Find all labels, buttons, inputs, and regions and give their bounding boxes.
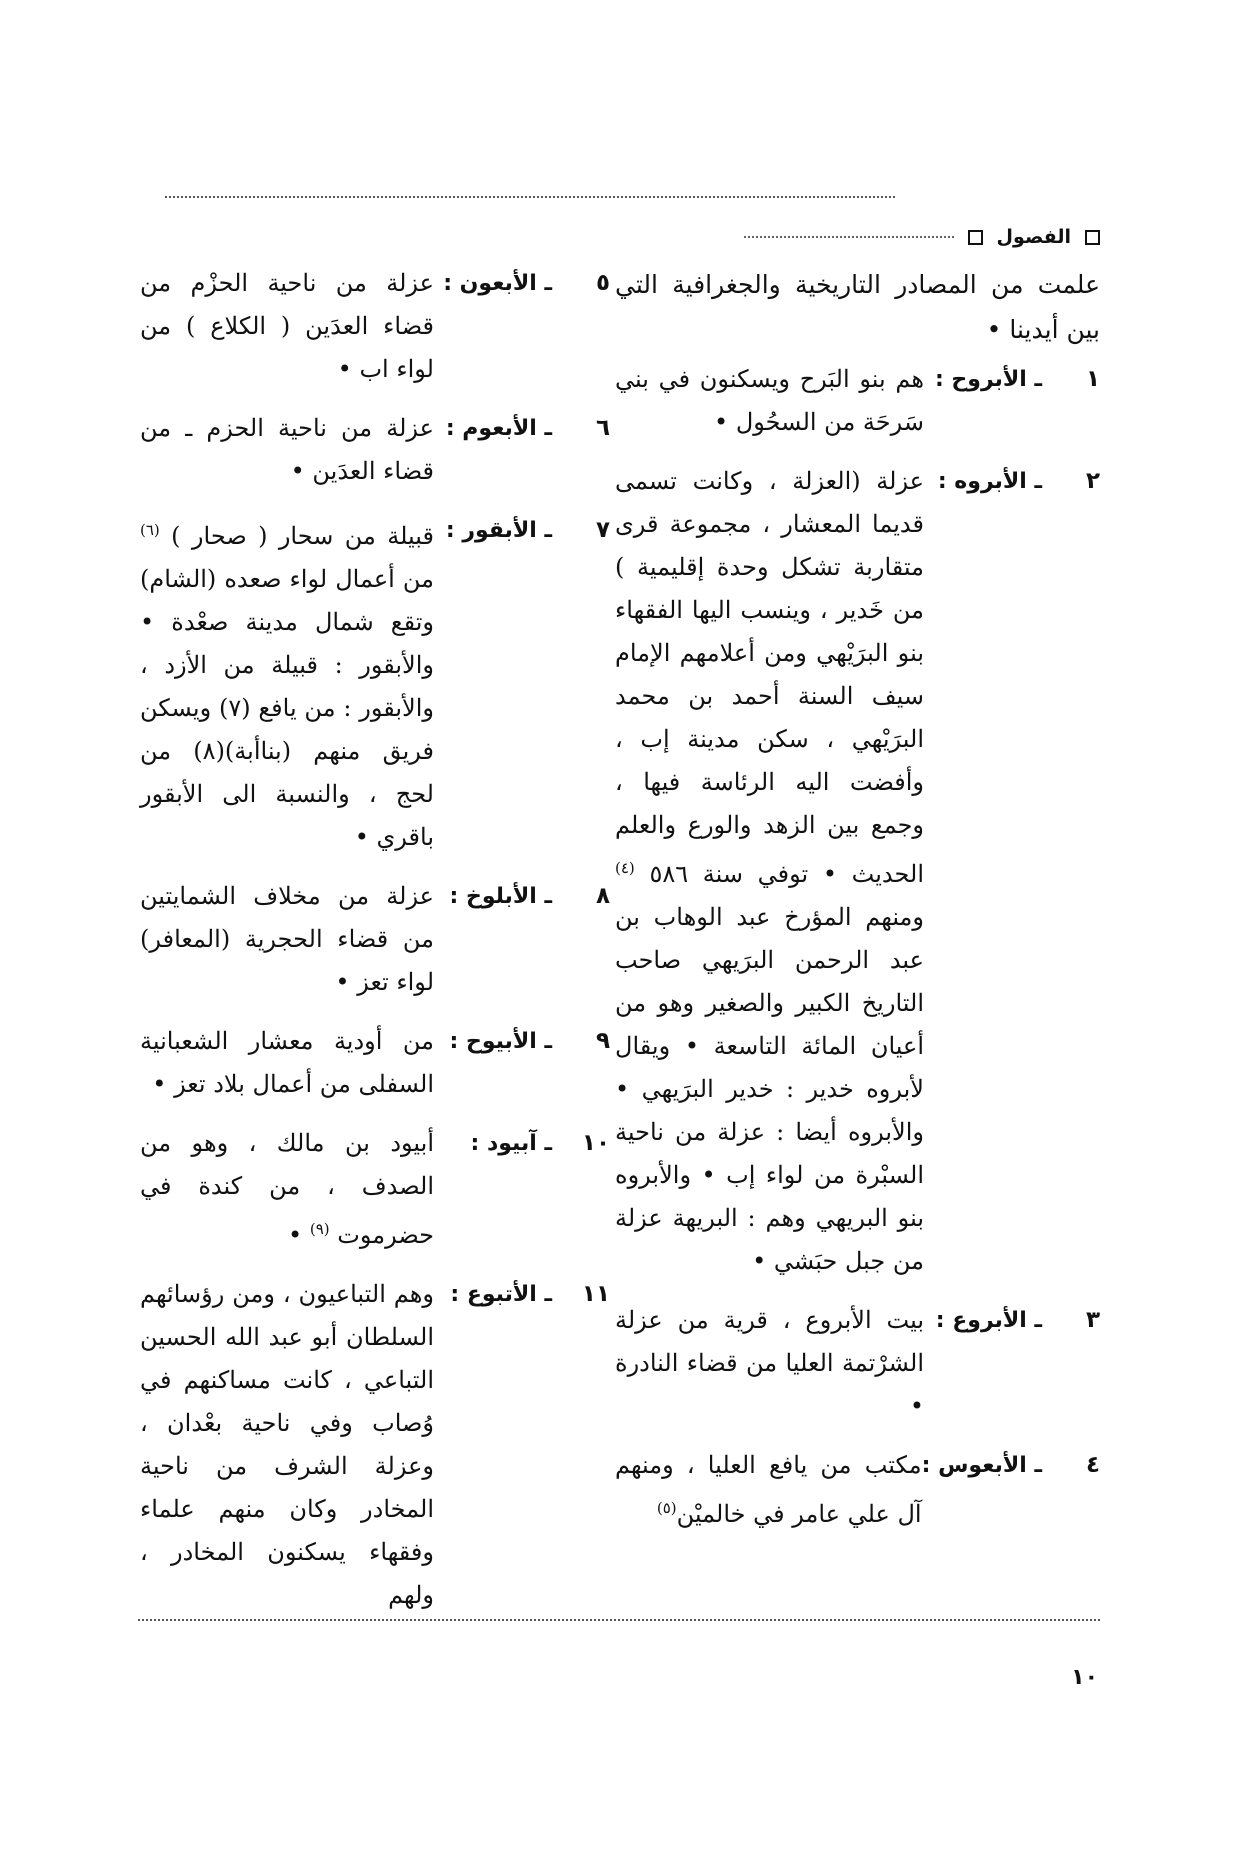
- entry-text: عزلة من ناحية الحزم ـ من قضاء العدَين •: [140, 414, 434, 485]
- running-head: [744, 226, 1100, 248]
- header-dotted-line: [744, 236, 954, 238]
- entry: [140, 1273, 610, 1617]
- entry-text: وهم التباعيون ، ومن رؤسائهم السلطان أبو عبد الله الحسين التباعي ، كانت مساكنهم في وُصاب وفي ناحية بعْدان ، وعزلة الشرف من ناحية المخادر وكان منهم علماء وفقهاء يسكنون المخادر ، ولهم: [140, 1280, 434, 1609]
- entry-number: ٢: [1085, 468, 1100, 494]
- entry-text: [140, 509, 434, 859]
- entry-text: [615, 460, 924, 1283]
- footnote-ref: (٤): [615, 859, 635, 877]
- entry: [140, 875, 610, 1004]
- entry-number: ١١: [581, 1281, 610, 1307]
- entry: [140, 262, 610, 391]
- entry: [615, 1444, 1100, 1536]
- entry-number: ١: [1085, 366, 1100, 392]
- entry-headword: ـ الأبعوم :: [445, 416, 552, 441]
- bottom-divider: [138, 1619, 1100, 1621]
- entry-text: من أودية معشار الشعبانية السفلى من أعمال بلاد تعز •: [140, 1027, 434, 1098]
- entry-headword: ـ الأبروع :: [935, 1308, 1042, 1333]
- entry-headword: ـ آبيود :: [470, 1131, 552, 1156]
- entry-text-part: مكتب من يافع العليا ، ومنهم آل علي عامر في خالميْن: [615, 1451, 922, 1528]
- entry: [140, 1122, 610, 1257]
- entry-text: عزلة من مخلاف الشمايتين من قضاء الحجرية (المعافر) لواء تعز •: [140, 882, 434, 996]
- entry-number: ٤: [1085, 1452, 1100, 1478]
- entry: [615, 358, 1100, 444]
- entry-headword: ـ الأبعوس :: [921, 1453, 1042, 1478]
- entry: [615, 460, 1100, 1283]
- entry-text: هم بنو البَرح ويسكنون في بني سَرحَة من السحُول •: [615, 365, 924, 436]
- entry-headword: ـ الأبروه :: [937, 469, 1042, 494]
- entry-number: ٣: [1085, 1307, 1100, 1333]
- entry-headword: ـ الأبروح :: [934, 367, 1042, 392]
- footnote-ref: (٥): [656, 1499, 677, 1517]
- top-divider: [165, 196, 895, 198]
- entry-number: ٩: [595, 1028, 610, 1054]
- left-column: [140, 262, 610, 1633]
- entry-number: ٥: [595, 270, 610, 296]
- running-title: الفصول: [996, 226, 1071, 248]
- intro-paragraph: علمت من المصادر التاريخية والجغرافية التي بين أيدينا •: [615, 270, 1100, 344]
- entry-headword: ـ الأبعون :: [443, 271, 552, 296]
- entry-text-part: من أعمال لواء صعده (الشام) وتقع شمال مدينة صعْدة • والأبقور : قبيلة من الأزد ، والأبقور : من يافع (٧) ويسكن فريق منهم (بناأبة)(٨) من لحج ، والنسبة الى الأبقور باقري •: [140, 565, 434, 851]
- entry-text: بيت الأبروع ، قرية من عزلة الشرْتمة العليا من قضاء النادرة •: [615, 1306, 924, 1420]
- page-number: ١٠: [1071, 1665, 1098, 1690]
- entry-number: ١٠: [581, 1130, 610, 1156]
- entry-headword: ـ الأبلوخ :: [449, 884, 552, 909]
- right-column: [615, 262, 1100, 1552]
- entry-number: ٧: [595, 517, 610, 543]
- square-ornament-icon: [1085, 230, 1100, 245]
- footnote-ref: (٩): [309, 1220, 330, 1238]
- entry-text-part: قبيلة من سحار ( صحار ): [171, 522, 434, 550]
- entry-number: ٨: [595, 883, 610, 909]
- entry-headword: ـ الأتبوع :: [450, 1282, 552, 1307]
- entry-number: ٦: [595, 415, 610, 441]
- entry-text-part: عزلة (العزلة ، وكانت تسمى قديما المعشار ، مجموعة قرى متقاربة تشكل وحدة إقليمية ) من خَدير ، وينسب اليها الفقهاء بنو البرَيْهي ومن أعلامهم الإمام سيف السنة أحمد بن محمد البرَيْهي ، سكن مدينة إب ، وأفضت اليه الرئاسة فيها ، وجمع بين الزهد والورع والعلم الحديث • توفي سنة ٥٨٦: [615, 467, 924, 888]
- entry-text-part: •: [288, 1221, 303, 1249]
- square-ornament-icon: [968, 230, 983, 245]
- entry-text: عزلة من ناحية الحزْم من قضاء العدَين ( الكلاع ) من لواء اب •: [140, 269, 434, 383]
- entry: [140, 509, 610, 859]
- entry-text-part: ومنهم المؤرخ عبد الوهاب بن عبد الرحمن البرَيهي صاحب التاريخ الكبير والصغير وهو من أعيان المائة التاسعة • ويقال لأبروه خدير : خدير البرَيهي • والأبروه أيضا : عزلة من ناحية السبْرة من لواء إب • والأبروه بنو البريهي وهم : البريهة عزلة من جبل حبَشي •: [615, 903, 924, 1275]
- entry-text-part: أبيود بن مالك ، وهو من الصدف ، من كندة في حضرموت: [140, 1129, 434, 1249]
- entry-headword: ـ الأبقور :: [445, 518, 552, 543]
- entry: [140, 407, 610, 493]
- entry: [140, 1020, 610, 1106]
- entry-headword: ـ الأبيوح :: [449, 1029, 552, 1054]
- footnote-ref: (٦): [140, 521, 160, 539]
- entry-text: [140, 1122, 434, 1257]
- entry-text: [615, 1444, 922, 1536]
- entry: [615, 1299, 1100, 1428]
